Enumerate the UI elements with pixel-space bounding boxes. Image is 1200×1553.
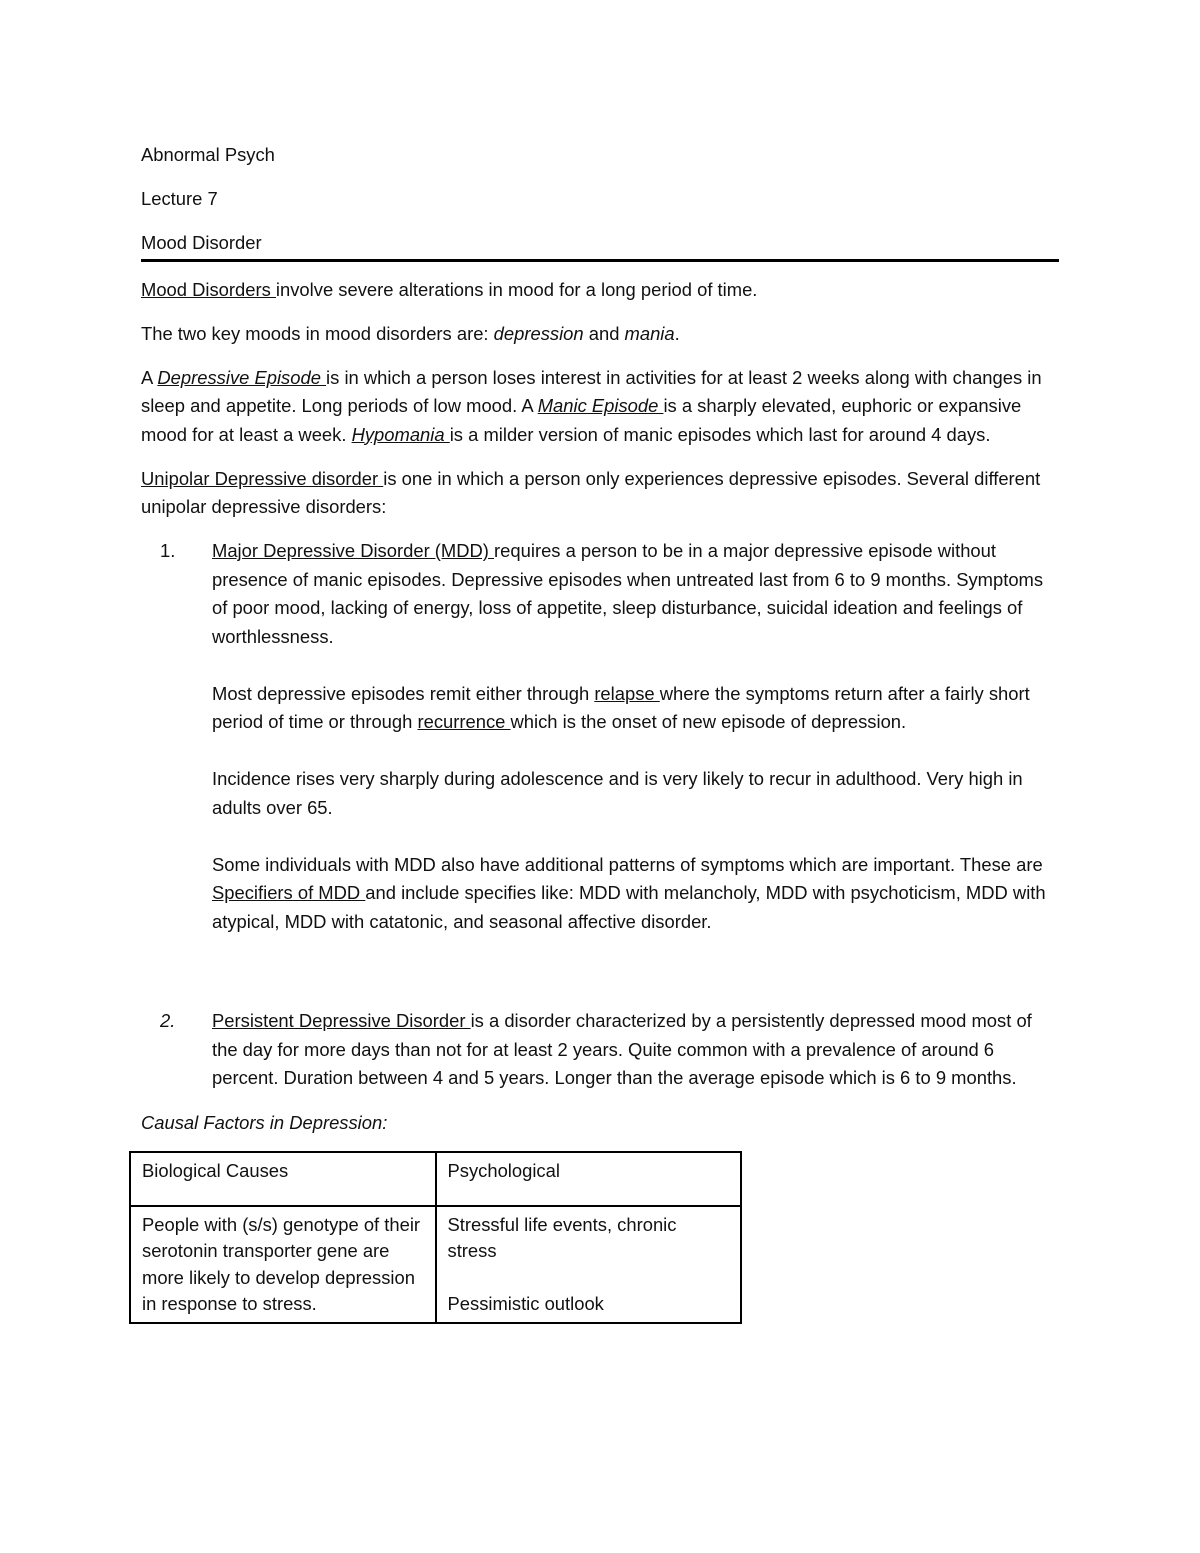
header-divider	[141, 259, 1059, 262]
mood-mania: mania	[624, 322, 675, 344]
table-cell-biological: People with (s/s) genotype of their serotonin transporter gene are more likely to develop depression in response to stress.	[130, 1206, 436, 1323]
term-hypomania: Hypomania	[351, 423, 450, 445]
course-title: Abnormal Psych	[141, 144, 275, 165]
table-header-cell: Biological Causes	[130, 1152, 436, 1206]
unipolar-paragraph: Unipolar Depressive disorder is one in which a person only experiences depressive episodes. Several different unipolar depressive disorders:	[141, 467, 1041, 517]
table-header-row	[130, 1152, 741, 1206]
incidence-text: Incidence rises very sharply during adolescence and is very likely to recur in adulthood. Very high in adults over 65.	[212, 768, 1023, 818]
term-manic-episode: Manic Episode	[537, 395, 664, 416]
term-specifiers: Specifiers of MDD	[212, 882, 366, 903]
table-row	[130, 1206, 741, 1323]
term-recurrence: recurrence	[417, 711, 511, 732]
mood-disorders-definition: Mood Disorders involve severe alterations in mood for a long period of time.	[141, 278, 758, 300]
list-item: 2. Persistent Depressive Disorder is a disorder characterized by a persistently depressed mood most of the day for more days than not for at least 2 years. Quite common with a prevalence of around 6 percent. Duration between 4 and 5 years. Longer than the average episode which is 6 to 9 months.	[141, 1007, 1059, 1093]
mood-depression: depression	[493, 322, 584, 344]
term-mood-disorders: Mood Disorders	[141, 278, 276, 300]
table-header-cell: Psychological	[436, 1152, 742, 1206]
term-depressive-episode: Depressive Episode	[157, 366, 327, 388]
term-mdd: Major Depressive Disorder (MDD)	[212, 540, 495, 561]
list-number: 2.	[160, 1010, 176, 1031]
topic-title: Mood Disorder	[141, 232, 262, 253]
lecture-number: Lecture 7	[141, 188, 218, 209]
list-item: 1. Major Depressive Disorder (MDD) requires a person to be in a major depressive episode without presence of manic episodes. Depressive episodes when untreated last from 6 to 9 months. Symptoms of poor mood, lacking of energy, loss of appetite, sleep disturbance, suicidal ideation and feelings of worthlessness. Most depressive episodes remit either through relapse where the symptoms return after a fairly short period of time or through recurrence which is the onset of new episode of depression. Incidence rises very sharply during adolescence and is very likely to recur in adulthood. Very high in adults over 65. Some individuals with MDD also have additional patterns of symptoms which are important. These are Specifiers of MDD and include specifies like: MDD with melancholy, MDD with psychoticism, MDD with atypical, MDD with catatonic, and seasonal affective disorder.	[141, 537, 1059, 936]
causal-factors-heading: Causal Factors in Depression:	[141, 1111, 388, 1133]
table-cell-psychological: Stressful life events, chronic stress Pessimistic outlook	[436, 1206, 742, 1323]
disorder-list	[141, 537, 1059, 1093]
term-unipolar: Unipolar Depressive disorder	[141, 467, 384, 489]
causal-factors-table	[129, 1151, 742, 1324]
document-content	[141, 141, 1059, 1324]
list-number: 1.	[160, 540, 176, 561]
key-moods: The two key moods in mood disorders are: depression and mania.	[141, 322, 680, 344]
episodes-paragraph: A Depressive Episode is in which a person loses interest in activities for at least 2 weeks along with changes in sleep and appetite. Long periods of low mood. A Manic Episode is a sharply elevated, euphoric or expansive mood for at least a week. Hypomania is a milder version of manic episodes which last for around 4 days.	[141, 366, 1042, 445]
term-pdd: Persistent Depressive Disorder	[212, 1010, 471, 1031]
term-relapse: relapse	[594, 682, 660, 704]
